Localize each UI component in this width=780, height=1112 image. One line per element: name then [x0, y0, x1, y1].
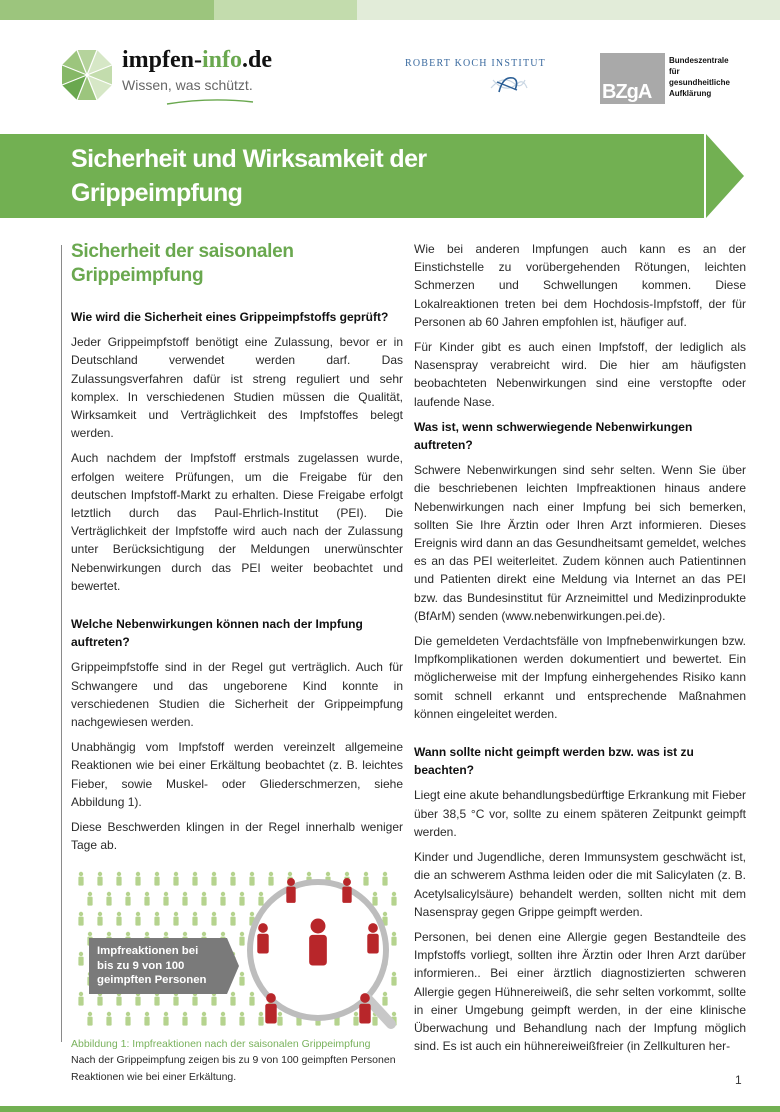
crowd-person-icon	[391, 932, 396, 946]
rki-logo	[405, 58, 565, 98]
bzga-line: Aufklärung	[669, 89, 712, 98]
crowd-person-icon	[220, 1012, 225, 1026]
crowd-person-icon	[230, 912, 235, 926]
bzga-line: gesundheitliche	[669, 78, 730, 87]
crowd-person-icon	[182, 892, 187, 906]
bzga-abbreviation: BZgA	[602, 81, 652, 103]
crowd-person-icon	[220, 892, 225, 906]
crowd-person-icon	[78, 952, 83, 966]
question-heading: Wann sollte nicht geimpft werden bzw. was ist zu beachten?	[414, 745, 694, 778]
crowd-person-icon	[201, 892, 206, 906]
crowd-person-icon	[239, 892, 244, 906]
crowd-person-icon	[116, 872, 121, 886]
crowd-person-icon	[163, 892, 168, 906]
crowd-person-icon	[144, 1012, 149, 1026]
crowd-person-icon	[78, 992, 83, 1006]
paragraph: Jeder Grippeimpfstoff benötigt eine Zulassung, bevor er in Deutschland verwendet werden darf. Das Zulassungsverfahren dafür ist streng reguliert und sehr komplex. In verschiedenen Studien müssen die Qualität, Wirksamkeit und Verträglichkeit des Impfstoffes belegt werden.	[71, 335, 403, 441]
crowd-person-icon	[97, 872, 102, 886]
crowd-person-icon	[87, 892, 92, 906]
crowd-person-icon	[239, 1012, 244, 1026]
crowd-person-icon	[106, 1012, 111, 1026]
crowd-person-icon	[268, 872, 273, 886]
swoosh-icon	[165, 98, 255, 106]
crowd-person-icon	[125, 1012, 130, 1026]
crowd-person-icon	[125, 892, 130, 906]
section-title-line: Sicherheit der saisonalen	[71, 241, 294, 262]
crowd-person-icon	[239, 972, 244, 986]
crowd-person-icon	[173, 872, 178, 886]
bzga-line: für	[669, 67, 680, 76]
bzga-line: Bundeszentrale	[669, 56, 729, 65]
crowd-person-icon	[249, 992, 254, 1006]
crowd-person-icon	[249, 872, 254, 886]
top-color-bar	[0, 0, 780, 20]
figure-illustration	[71, 868, 403, 1034]
crowd-person-icon	[78, 912, 83, 926]
crowd-person-icon	[277, 1012, 282, 1026]
figure-label-line: bis zu 9 von 100	[97, 959, 185, 972]
crowd-person-icon	[106, 892, 111, 906]
paragraph: Diese Beschwerden klingen in der Regel innerhalb weniger Tage ab.	[71, 820, 403, 853]
wordmark-part-de: .de	[242, 47, 273, 73]
umbrella-octagon-icon	[60, 48, 114, 102]
section-title-line: Grippeimpfung	[71, 265, 204, 286]
crowd-person-icon	[211, 912, 216, 926]
rki-fish-icon	[485, 72, 530, 96]
highlighted-person-icon	[286, 879, 295, 904]
top-bar-segment-mid	[214, 0, 357, 20]
crowd-person-icon	[382, 872, 387, 886]
page-number: 1	[735, 1073, 742, 1087]
highlighted-person-icon	[342, 879, 351, 904]
crowd-person-icon	[154, 912, 159, 926]
crowd-person-icon	[239, 932, 244, 946]
crowd-person-icon	[363, 872, 368, 886]
crowd-person-icon	[87, 1012, 92, 1026]
figure-caption-title: Abbildung 1: Impfreaktionen nach der saisonalen Grippeimpfung	[71, 1038, 371, 1051]
figure-caption-text: Nach der Grippeimpfung zeigen bis zu 9 von 100 geimpften Personen Reaktionen wie bei einer Erkältung.	[71, 1054, 396, 1084]
figure-label-text	[97, 944, 229, 988]
paragraph: Kinder und Jugendliche, deren Immunsystem geschwächt ist, die an schwerem Asthma leiden oder die mit Salicylaten (z. B. Acetylsalicylsäure) behandelt werden, sollten nicht mit dem Nasenspray gegen Grippe geimpft werden.	[414, 850, 746, 919]
banner-arrow-icon	[706, 134, 744, 218]
crowd-person-icon	[182, 1012, 187, 1026]
wordmark-part-info: info	[202, 47, 243, 73]
bottom-color-bar	[0, 1106, 780, 1112]
crowd-person-icon	[78, 872, 83, 886]
highlighted-person-icon	[359, 994, 370, 1024]
bzga-logo-text	[669, 55, 730, 99]
page-title-line: Sicherheit und Wirksamkeit der	[71, 145, 427, 173]
crowd-person-icon	[372, 892, 377, 906]
column-rule	[61, 245, 62, 1042]
crowd-person-icon	[391, 972, 396, 986]
paragraph: Personen, bei denen eine Allergie gegen Bestandteile des Impfstoffs vorliegt, sollten ihre Ärztin oder Ihren Arzt darüber informieren.. Bei einer ärztlich diagnostizierten schweren Allergie gegen Hühnereiweiß, die sehr selten vorkommt, sollte in einer Umgebung geimpft werden, in der eine klinische Überwachung und Behandlung nach der Impfung möglich sind. Es ist auch ein hühnereiweißfreier (in Zellkulturen her-	[414, 929, 746, 1054]
bzga-logo	[600, 53, 760, 105]
highlighted-person-icon	[367, 924, 378, 954]
crowd-person-icon	[97, 912, 102, 926]
paragraph: Grippeimpfstoffe sind in der Regel gut verträglich. Auch für Schwangere und das ungeborene Kind konnte in verschiedenen Studien die Sicherheit der Grippeimpfung nachgewiesen werden.	[71, 660, 403, 730]
paragraph: Für Kinder gibt es auch einen Impfstoff, der lediglich als Nasenspray verabreicht wird. Die hier am häufigsten beobachteten Nebenwirkungen sind eine verstopfte oder laufende Nase.	[414, 340, 746, 409]
impfen-info-slogan: Wissen, was schützt.	[122, 77, 253, 93]
paragraph: Auch nachdem der Impfstoff erstmals zugelassen wurde, erfolgen weitere Prüfungen, um die Freigabe für den deutschen Impfstoff-Markt zu erhalten. Diese Freigabe erfolgt letztlich durch das Paul-Ehrlich-Institut (PEI). Die Verträglichkeit der Impfstoffe wird auch nach der Zulassung unter Berücksichtigung der Meldungen unerwünschter Nebenwirkungen durch das PEI weiter beobachtet und bewertet.	[71, 451, 403, 593]
crowd-person-icon	[144, 892, 149, 906]
crowd-person-icon	[201, 1012, 206, 1026]
crowd-person-icon	[154, 872, 159, 886]
impfen-info-wordmark	[122, 46, 272, 74]
top-bar-segment-dark	[0, 0, 214, 20]
crowd-person-icon	[192, 912, 197, 926]
crowd-person-icon	[258, 1012, 263, 1026]
crowd-person-icon	[192, 872, 197, 886]
paragraph: Die gemeldeten Verdachtsfälle von Impfnebenwirkungen bzw. Impfkomplikationen werden dokumentiert und bewertet. Ein möglicherweise mit der Impfung einhergehendes Risiko kann somit schnell erkannt und entsprechende Maßnahmen können eingeleitet werden.	[414, 634, 746, 721]
right-column	[414, 240, 746, 1062]
crowd-person-icon	[173, 912, 178, 926]
question-heading: Welche Nebenwirkungen können nach der Impfung auftreten?	[71, 617, 363, 650]
paragraph: Unabhängig vom Impfstoff werden vereinzelt allgemeine Reaktionen wie bei einer Erkältung beobachtet (z. B. leichtes Fieber, sowie Muskel- oder Gliederschmerzen, siehe Abbildung 1).	[71, 740, 403, 809]
crowd-person-icon	[163, 1012, 168, 1026]
crowd-person-icon	[230, 872, 235, 886]
paragraph: Liegt eine akute behandlungsbedürftige Erkrankung mit Fieber über 38,5 °C vor, sollte zu einem späteren Zeitpunkt geimpft werden.	[414, 788, 746, 839]
left-column	[71, 240, 403, 1086]
question-heading: Was ist, wenn schwerwiegende Nebenwirkungen auftreten?	[414, 419, 693, 453]
highlighted-person-icon	[257, 924, 268, 954]
rki-logo-text: ROBERT KOCH INSTITUT	[405, 58, 546, 69]
crowd-person-icon	[382, 992, 387, 1006]
crowd-person-icon	[258, 892, 263, 906]
crowd-person-icon	[135, 872, 140, 886]
highlighted-person-icon	[265, 994, 276, 1024]
top-bar-segment-light	[357, 0, 780, 20]
section-title	[71, 240, 403, 288]
crowd-person-icon	[135, 912, 140, 926]
question-heading: Wie wird die Sicherheit eines Grippeimpfstoffs geprüft?	[71, 310, 389, 324]
wordmark-part-impfen: impfen-	[122, 47, 202, 73]
figure-label-line: Impfreaktionen bei	[97, 945, 199, 958]
crowd-person-icon	[391, 892, 396, 906]
highlighted-person-icon	[309, 919, 327, 966]
impfen-info-logo	[60, 46, 300, 108]
bzga-logo-box	[600, 53, 665, 104]
figure-label-line: geimpften Personen	[97, 974, 207, 987]
paragraph: Wie bei anderen Impfungen auch kann es an der Einstichstelle zu vorübergehenden Rötungen, leichten Schmerzen und Schwellungen kommen. Diese Lokalreaktionen treten bei dem Hochdosis-Impfstoff, der für Personen ab 60 Jahren empfohlen ist, häufiger auf.	[414, 242, 746, 329]
page-title	[71, 142, 691, 210]
crowd-person-icon	[353, 1012, 358, 1026]
paragraph: Schwere Nebenwirkungen sind sehr selten. Wenn Sie über die beschriebenen leichten Impfreaktionen hinaus andere Nebenwirkungen nach einer Impfung bei sich bemerken, sollten Sie Ihre Ärztin oder Ihren Arzt informieren. Dieses Ereignis wird dann an das Gesundheitsamt gemeldet, welches es an das PEI weiterleitet. Zudem können auch Patientinnen und Patienten direkt eine Meldung via Internet an das PEI bzw. das Bundesinstitut für Arzneimittel und Medizinprodukte (BfArM) senden (www.nebenwirkungen.pei.de).	[414, 463, 746, 623]
crowd-person-icon	[211, 872, 216, 886]
crowd-person-icon	[116, 912, 121, 926]
page-title-line: Grippeimpfung	[71, 179, 243, 207]
